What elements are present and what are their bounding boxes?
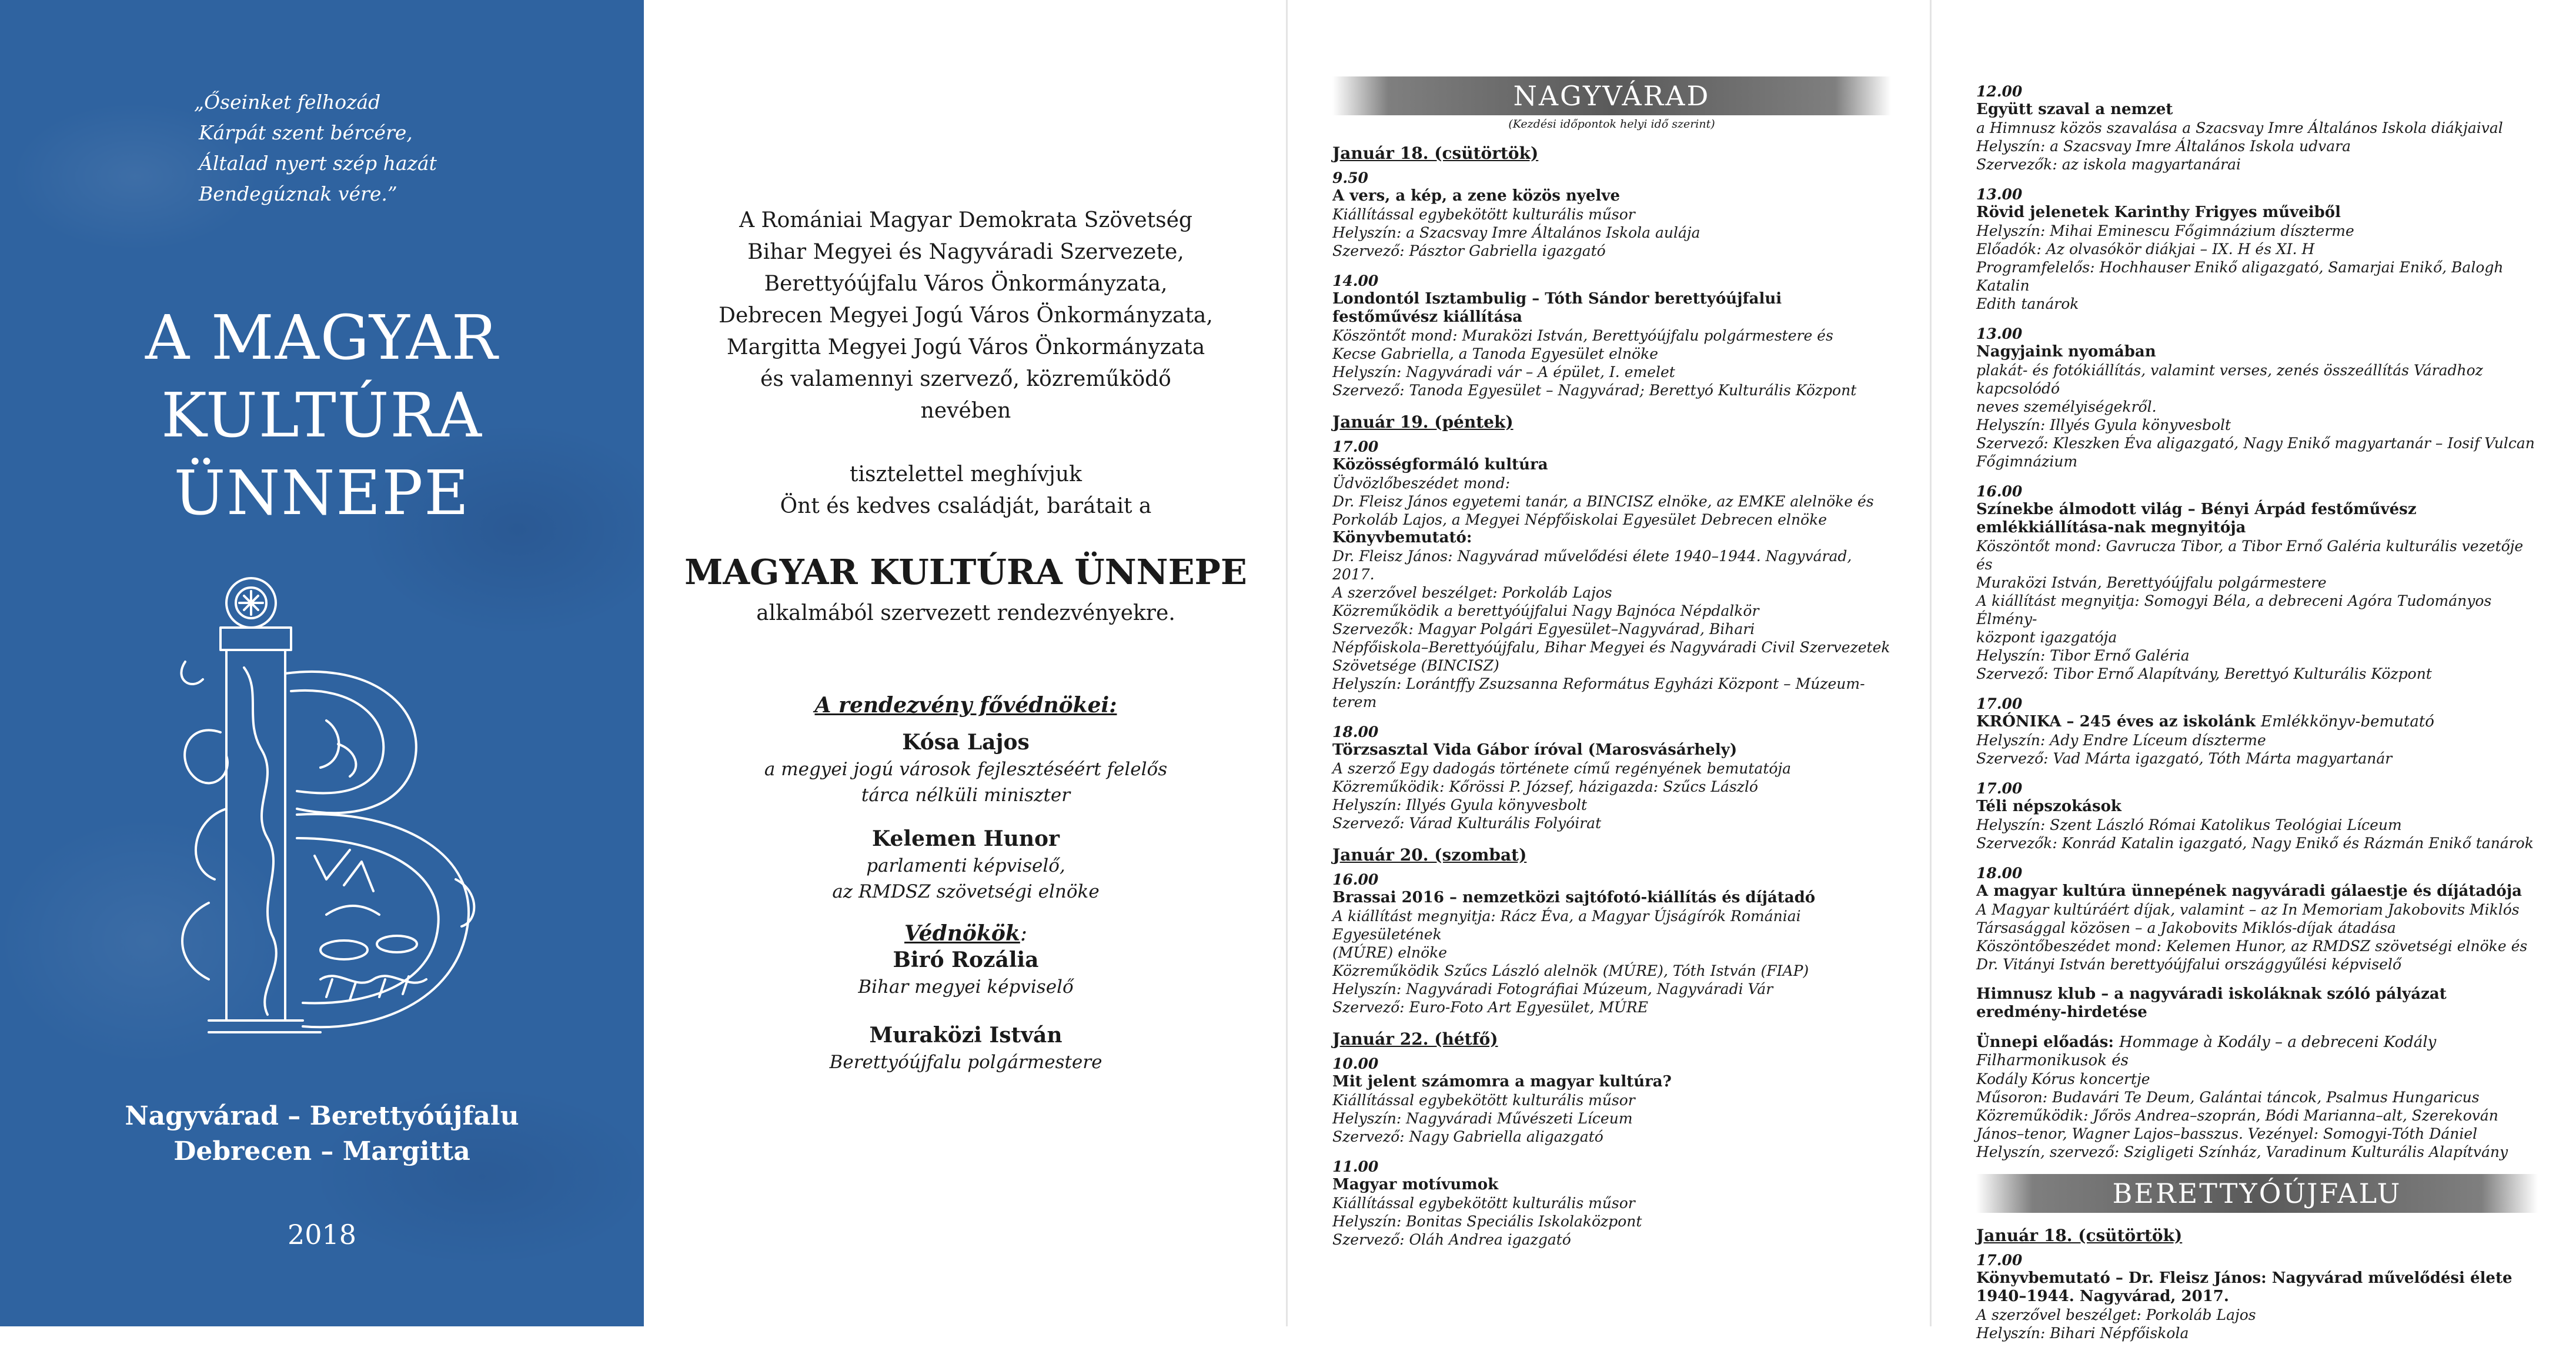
invitation-line: Bihar Megyei és Nagyváradi Szervezete,	[747, 240, 1184, 264]
event-title-text: Együtt szaval a nemzet	[1976, 101, 2173, 118]
event-detail: Porkoláb Lajos, a Megyei Népfőiskolai Egyesület Debrecen elnöke	[1332, 511, 1827, 528]
event-title-suffix: Hommage à Kodály – a debreceni Kodály Filharmonikusok és	[1976, 1033, 2437, 1069]
cover-title-line: A MAGYAR	[145, 302, 499, 373]
event-time: 13.00	[1976, 325, 2023, 342]
event-name: MAGYAR KULTÚRA ÜNNEPE	[684, 552, 1247, 592]
event-detail: Helyszín: Szent László Római Katolikus Teológiai Líceum	[1976, 816, 2402, 833]
quote-line: Kárpát szent bércére,	[199, 121, 413, 144]
event-time: 17.00	[1976, 780, 2023, 797]
program-event	[1976, 1033, 2538, 1161]
event-time: 18.00	[1332, 723, 1379, 741]
invitation-line: Önt és kedves családját, barátait a	[780, 494, 1152, 518]
event-detail: Szervező: Oláh Andrea igazgató	[1332, 1231, 1571, 1248]
event-detail: A kiállítást megnyitja: Rácz Éva, a Magyar Újságírók Romániai Egyesületének	[1332, 908, 1801, 943]
event-title	[1976, 713, 2538, 731]
event-detail: Szervező: Tibor Ernő Alapítvány, Berettyó Kulturális Központ	[1976, 665, 2432, 682]
event-title-text: Színekbe álmodott világ – Bényi Árpád festőművész emlékkiállítása-nak megnyitója	[1976, 501, 2417, 536]
sponsor-entry	[644, 946, 1288, 1000]
cover-panel	[0, 0, 644, 1326]
event-title	[1976, 343, 2538, 361]
event-title-text: Rövid jelenetek Karinthy Frigyes műveiből	[1976, 204, 2341, 221]
event-detail: Szervezők: Konrád Katalin igazgató, Nagy Enikő és Rázmán Enikő tanárok	[1976, 835, 2534, 852]
event-detail: terem	[1332, 693, 1377, 711]
program-day: Január 19. (péntek)	[1332, 412, 1513, 432]
event-detail: neves személyiségekről.	[1976, 398, 2157, 415]
event-time: 17.00	[1332, 438, 1379, 455]
sponsor-name: Muraközi István	[869, 1023, 1063, 1048]
event-time: 13.00	[1976, 186, 2023, 203]
event-title-text: Mit jelent számomra a magyar kultúra?	[1332, 1073, 1672, 1090]
event-occasion: alkalmából szervezett rendezvényekre.	[756, 601, 1175, 625]
event-detail: Kecse Gabriella, a Tanoda Egyesület elnöke	[1332, 345, 1659, 362]
event-detail: A Magyar kultúráért díjak, valamint – az In Memoriam Jakobovits Miklós	[1976, 901, 2520, 918]
program-event	[1332, 169, 1891, 260]
event-detail: Szervezők: Magyar Polgári Egyesület–Nagyvárad, Bihari	[1332, 621, 1755, 638]
event-detail: Helyszín: Lorántffy Zsuzsanna Református Egyházi Központ – Múzeum-	[1332, 675, 1865, 692]
event-title	[1976, 1269, 2538, 1306]
event-detail: Szervező: Kleszken Éva aligazgató, Nagy Enikő magyartanár – Iosif Vulcan	[1976, 435, 2535, 452]
invitation-line: Debrecen Megyei Jogú Város Önkormányzata,	[719, 304, 1213, 328]
event-detail: Dr. Fleisz János egyetemi tanár, a BINCISZ elnöke, az EMKE alelnöke és	[1332, 493, 1874, 510]
event-detail: Szervező: Euro-Foto Art Egyesület, MÚRE	[1332, 999, 1648, 1016]
invitation-line: és valamennyi szervező, közreműködő	[760, 367, 1171, 391]
sponsors-heading-wrap	[644, 921, 1288, 946]
event-detail: Helyszín: Bonitas Speciális Iskolaközpont	[1332, 1213, 1642, 1230]
event-detail: Helyszín, szervező: Szigligeti Színház, Varadinum Kulturális Alapítvány	[1976, 1143, 2508, 1160]
event-title	[1332, 290, 1891, 326]
event-detail: Edith tanárok	[1976, 295, 2079, 312]
event-detail: Kiállítással egybekötött kulturális műsor	[1332, 1092, 1635, 1109]
sponsors-heading: Védnökök	[904, 921, 1020, 946]
event-title-text: Londontól Isztambulig – Tóth Sándor berettyóújfalui festőművész kiállítása	[1332, 290, 1782, 326]
sponsors-colon: :	[1020, 922, 1027, 946]
invitation-text	[644, 205, 1288, 522]
event-title	[1332, 456, 1891, 474]
event-title	[1976, 501, 2538, 537]
event-title	[1332, 1073, 1891, 1091]
program-event	[1332, 723, 1891, 832]
event-detail: Kiállítással egybekötött kulturális műsor	[1332, 1195, 1635, 1212]
event-detail: A kiállítást megnyitja: Somogyi Béla, a debreceni Agóra Tudományos Élmény-	[1976, 592, 2492, 628]
event-title	[1976, 985, 2538, 1022]
event-time: 11.00	[1332, 1158, 1379, 1175]
program-event	[1976, 985, 2538, 1022]
event-detail: Előadók: Az olvasókör diákjai – IX. H és XI. H	[1976, 241, 2315, 258]
event-detail: Helyszín: Nagyváradi Fotográfiai Múzeum, Nagyváradi Vár	[1332, 981, 1773, 998]
event-detail: A szerzővel beszélget: Porkoláb Lajos	[1976, 1306, 2256, 1323]
event-title-text: Nagyjaink nyomában	[1976, 343, 2156, 361]
event-title-text: Magyar motívumok	[1332, 1176, 1499, 1193]
event-time: 18.00	[1976, 865, 2023, 882]
event-time: 17.00	[1976, 1252, 2023, 1269]
quote-line: Bendegúznak vére.”	[199, 182, 397, 205]
event-detail: Helyszín: Illyés Gyula könyvesbolt	[1976, 416, 2231, 433]
event-title	[1976, 101, 2538, 119]
event-detail: Helyszín: a Szacsvay Imre Általános Iskola aulája	[1332, 224, 1700, 241]
event-detail: A szerző Egy dadogás története című regényének bemutatója	[1332, 760, 1792, 777]
event-detail: Helyszín: Mihai Eminescu Főgimnázium díszterme	[1976, 222, 2354, 239]
event-title-text: Közösségformáló kultúra	[1332, 456, 1548, 473]
cover-year: 2018	[287, 1219, 357, 1250]
program-event	[1976, 779, 2538, 852]
event-title	[1332, 741, 1891, 759]
sponsor-name: Biró Rozália	[893, 948, 1039, 972]
program-day: Január 20. (szombat)	[1332, 845, 1527, 865]
event-subtitle: Könyvbemutató:	[1332, 529, 1472, 546]
program-events	[1976, 1251, 2538, 1342]
sponsor-entry	[644, 1021, 1288, 1075]
program-event	[1976, 864, 2538, 973]
event-detail: Kiállítással egybekötött kulturális műsor	[1332, 206, 1635, 223]
event-title	[1976, 798, 2538, 816]
event-title-text: Könyvbemutató – Dr. Fleisz János: Nagyvárad művelődési élete 1940–1944. Nagyvárad, 2017.	[1976, 1269, 2512, 1305]
patron-name: Kósa Lajos	[902, 730, 1030, 755]
patron-entry	[644, 825, 1288, 905]
event-time: 12.00	[1976, 83, 2023, 100]
event-detail: Szervező: Tanoda Egyesület – Nagyvárad; Berettyó Kulturális Központ	[1332, 382, 1857, 399]
cover-title	[0, 299, 644, 532]
event-detail: Szövetsége (BINCISZ)	[1332, 657, 1499, 674]
patrons-heading: A rendezvény fővédnökei:	[814, 693, 1117, 718]
invitation-line: A Romániai Magyar Demokrata Szövetség	[739, 208, 1192, 232]
event-title	[1332, 1176, 1891, 1194]
program-event	[1332, 438, 1891, 711]
program-event	[1332, 871, 1891, 1016]
program-event	[1976, 1251, 2538, 1342]
event-detail: Népfőiskola–Berettyóújfalu, Bihar Megyei és Nagyváradi Civil Szervezetek	[1332, 639, 1890, 656]
event-time: 14.00	[1332, 272, 1379, 289]
event-detail: Helyszín: a Szacsvay Imre Általános Iskola udvara	[1976, 138, 2351, 155]
program-event	[1976, 325, 2538, 471]
event-detail: Muraközi István, Berettyóújfalu polgármestere	[1976, 574, 2327, 591]
event-detail: Köszöntőt mond: Gavrucza Tibor, a Tibor Ernő Galéria kulturális vezetője és	[1976, 538, 2524, 573]
event-title-text: KRÓNIKA – 245 éves az iskolánk	[1976, 713, 2256, 731]
event-detail: Főgimnázium	[1976, 453, 2078, 470]
event-detail: Műsoron: Budavári Te Deum, Galántai táncok, Psalmus Hungaricus	[1976, 1089, 2480, 1106]
patron-role: tárca nélküli miniszter	[861, 785, 1071, 806]
event-title	[1332, 889, 1891, 907]
event-title-text: Törzsasztal Vida Gábor íróval (Marosvásárhely)	[1332, 741, 1738, 759]
event-detail: Szervezők: az iskola magyartanárai	[1976, 156, 2241, 173]
ornamental-initial-b-illustration	[150, 573, 491, 1056]
city-banner: BERETTYÓÚJFALU	[1976, 1174, 2538, 1213]
program-days	[1332, 144, 1891, 1249]
invitation-line: Berettyóújfalu Város Önkormányzata,	[764, 272, 1168, 296]
patron-entry	[644, 728, 1288, 808]
event-detail: Közreműködik: Jőrös Andrea–szoprán, Bódi Marianna–alt, Szerekován	[1976, 1107, 2498, 1124]
program-event	[1332, 272, 1891, 399]
spacer	[644, 427, 1288, 459]
city-banner: NAGYVÁRAD	[1332, 76, 1891, 115]
event-time: 17.00	[1976, 695, 2023, 712]
program-event	[1976, 82, 2538, 174]
program-event	[1976, 185, 2538, 313]
event-time: 16.00	[1332, 871, 1379, 888]
event-detail: Társasággal közösen – a Jakobovits Miklós-díjak átadása	[1976, 919, 2396, 936]
patron-name: Kelemen Hunor	[871, 826, 1060, 851]
sponsor-role: Bihar megyei képviselő	[858, 976, 1074, 998]
event-title	[1332, 187, 1891, 205]
patron-role: az RMDSZ szövetségi elnöke	[832, 881, 1100, 902]
program-day: Január 18. (csütörtök)	[1976, 1226, 2183, 1245]
places-line: Nagyvárad – Berettyóújfalu	[125, 1101, 519, 1131]
patron-role: a megyei jogú városok fejlesztéséért felelős	[764, 759, 1168, 780]
event-title-suffix: Emlékkönyv-bemutató	[2261, 713, 2434, 731]
event-detail: Szervező: Várad Kulturális Folyóirat	[1332, 815, 1602, 832]
event-time: 16.00	[1976, 483, 2023, 500]
event-detail: a Himnusz közös szavalása a Szacsvay Imre Általános Iskola diákjaival	[1976, 119, 2503, 136]
event-detail: Közreműködik Szűcs László alelnök (MÚRE), Tóth István (FIAP)	[1332, 962, 1809, 979]
event-detail: Programfelelős: Hochhauser Enikő aligazgató, Samarjai Enikő, Balogh Katalin	[1976, 259, 2504, 294]
event-detail: Helyszín: Nagyváradi Művészeti Líceum	[1332, 1110, 1633, 1127]
invitation-line: nevében	[920, 399, 1011, 423]
program-column	[1332, 76, 1891, 1260]
program-event	[1332, 1158, 1891, 1249]
patron-role: parlamenti képviselő,	[866, 855, 1065, 876]
invitation-line: tisztelettel meghívjuk	[850, 462, 1082, 486]
program-panel-nagyvarad	[1288, 0, 1932, 1326]
event-detail: Helyszín: Nagyváradi vár – A épület, I. emelet	[1332, 363, 1675, 381]
event-detail: Szervező: Nagy Gabriella aligazgató	[1332, 1128, 1603, 1145]
event-detail: Helyszín: Ady Endre Líceum díszterme	[1976, 732, 2266, 749]
event-title-text: Ünnepi előadás:	[1976, 1033, 2114, 1051]
invitation-line: Margitta Megyei Jogú Város Önkormányzata	[726, 335, 1205, 359]
invitation-panel	[644, 0, 1288, 1326]
program-column	[1976, 82, 2538, 1354]
event-detail: Közreműködik a berettyóújfalui Nagy Bajnóca Népdalkör	[1332, 602, 1759, 619]
event-title-text: Himnusz klub – a nagyváradi iskoláknak szóló pályázat eredmény-hirdetése	[1976, 985, 2447, 1021]
event-detail: központ igazgatója	[1976, 629, 2117, 646]
event-title	[1976, 204, 2538, 222]
quote-line: Általad nyert szép hazát	[199, 152, 437, 175]
event-detail: Közreműködik: Kőrössi P. József, házigazda: Szűcs László	[1332, 778, 1758, 795]
program-day: Január 18. (csütörtök)	[1332, 144, 1539, 163]
event-detail: Szervező: Vad Márta igazgató, Tóth Márta magyartanár	[1976, 750, 2393, 767]
event-title	[1976, 1033, 2538, 1070]
event-detail: plakát- és fotókiállítás, valamint verses, zenés összeállítás Váradhoz kapcsolódó	[1976, 362, 2483, 397]
event-time: 9.50	[1332, 169, 1368, 186]
program-event	[1976, 482, 2538, 683]
event-detail: Dr. Vitányi István berettyóújfalui országgyűlési képviselő	[1976, 956, 2401, 973]
quote-line: „Őseinket felhozád	[194, 91, 381, 114]
event-detail: Helyszín: Tibor Ernő Galéria	[1976, 647, 2190, 664]
program-event	[1976, 695, 2538, 768]
places-line: Debrecen – Margitta	[173, 1136, 470, 1166]
event-title	[1976, 882, 2538, 901]
event-title-text: A magyar kultúra ünnepének nagyváradi gálaestje és díjátadója	[1976, 882, 2522, 900]
event-detail: János–tenor, Wagner Lajos–basszus. Vezényel: Somogyi-Tóth Dániel	[1976, 1125, 2478, 1142]
event-detail: Helyszín: Illyés Gyula könyvesbolt	[1332, 796, 1588, 813]
event-title-text: Téli népszokások	[1976, 798, 2121, 815]
program-event	[1332, 1055, 1891, 1146]
program-day: Január 22. (hétfő)	[1332, 1029, 1498, 1049]
event-title-text: A vers, a kép, a zene közös nyelve	[1332, 187, 1620, 205]
event-detail: Köszöntőt mond: Muraközi István, Berettyóújfalu polgármestere és	[1332, 327, 1833, 344]
event-detail: Dr. Fleisz János: Nagyvárad művelődési élete 1940–1944. Nagyvárad, 2017.	[1332, 548, 1852, 583]
event-detail: Helyszín: Bihari Népfőiskola	[1976, 1325, 2189, 1342]
event-detail: Üdvözlőbeszédet mond:	[1332, 475, 1511, 492]
cover-title-line: KULTÚRA	[161, 379, 483, 451]
cover-quote	[194, 87, 570, 209]
program-panel-continued	[1932, 0, 2576, 1342]
event-title-text: Brassai 2016 – nemzetközi sajtófotó-kiállítás és díjátadó	[1332, 889, 1816, 906]
event-detail: Szervező: Pásztor Gabriella igazgató	[1332, 242, 1606, 259]
cover-places	[0, 1099, 644, 1169]
event-detail: A szerzővel beszélget: Porkoláb Lajos	[1332, 584, 1612, 601]
time-note: (Kezdési időpontok helyi idő szerint)	[1508, 118, 1715, 131]
event-detail: Kodály Kórus koncertje	[1976, 1070, 2150, 1088]
cover-title-line: ÜNNEPE	[173, 457, 470, 529]
event-time: 10.00	[1332, 1055, 1379, 1072]
program-events	[1976, 82, 2538, 1161]
event-detail: (MÚRE) elnöke	[1332, 944, 1448, 961]
event-detail: Köszöntőbeszédet mond: Kelemen Hunor, az RMDSZ szövetségi elnöke és	[1976, 938, 2528, 955]
patrons-section	[644, 693, 1288, 1092]
sponsor-role: Berettyóújfalu polgármestere	[829, 1052, 1102, 1073]
